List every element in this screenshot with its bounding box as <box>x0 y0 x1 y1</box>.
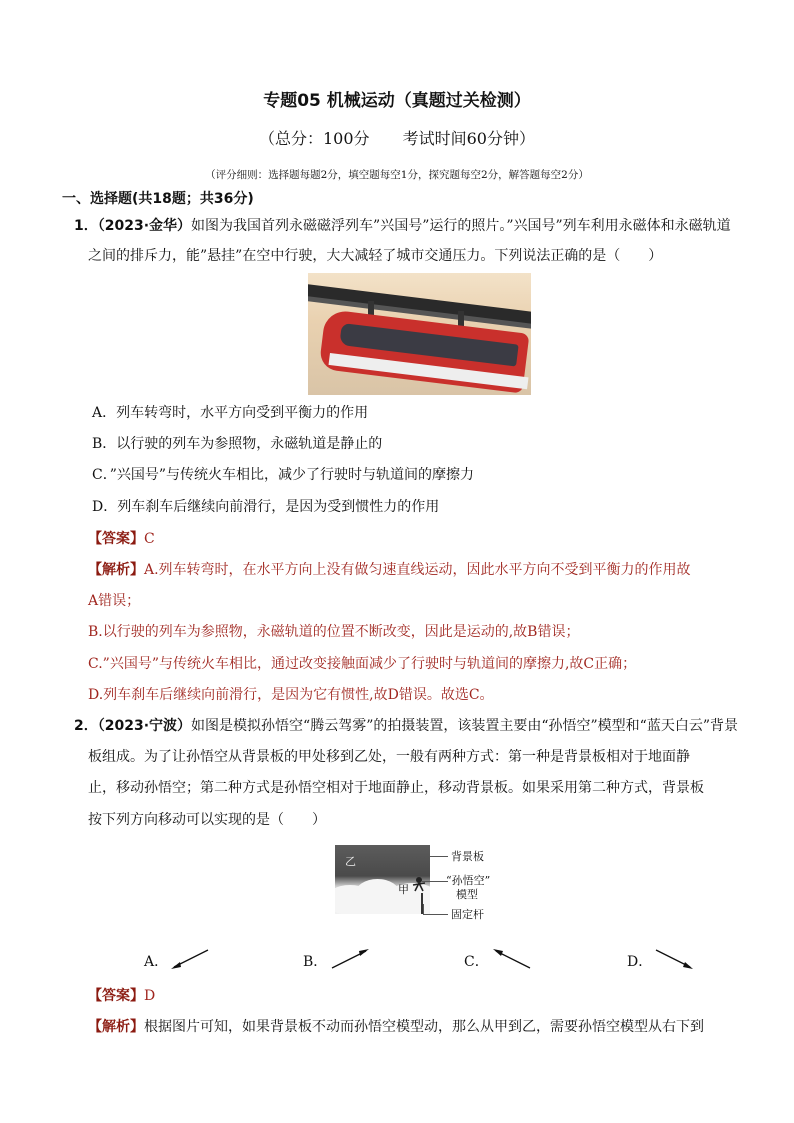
analysis-line-1: 【解析】A.列车转弯时，在水平方向上没有做匀速直线运动，因此水平方向不受到平衡力的作用故 <box>88 562 691 578</box>
question-2-line-3: 止，移动孙悟空；第二种方式是孙悟空相对于地面静止，移动背景板。如果采用第二种方式，背景板 <box>88 780 704 796</box>
question-source: （2023·金华） <box>97 218 192 234</box>
cloud-device-figure <box>335 845 430 914</box>
question-1-line-1 <box>74 216 731 236</box>
option-a: A．列车转弯时，水平方向受到平衡力的作用 <box>92 405 369 421</box>
analysis-line-1: 【解析】根据图片可知，如果背景板不动而孙悟空模型动，那么从甲到乙，需要孙悟空模型从右下到 <box>88 1019 704 1035</box>
analysis-line-5: D.列车刹车后继续向前滑行，是因为它有惯性,故D错误。故选C。 <box>88 687 494 703</box>
scoring-criteria: （评分细则：选择题每题2分，填空题每空1分，探究题每空2分，解答题每空2分） <box>205 169 589 181</box>
exam-info <box>0 126 794 149</box>
option-b: B．以行驶的列车为参照物，永磁轨道是静止的 <box>92 436 383 452</box>
label-board: 背景板 <box>451 850 484 863</box>
question-2-line-1 <box>74 716 738 736</box>
question-2-line-2: 板组成。为了让孙悟空从背景板的甲处移到乙处，一般有两种方式：第一种是背景板相对于地面静 <box>88 749 690 765</box>
section-title: 一、选择题(共18题；共36分) <box>62 191 254 207</box>
label-yi: 乙 <box>345 855 356 868</box>
answer-line <box>88 986 155 1006</box>
question-number: 2． <box>74 718 98 734</box>
arrow-down-right-icon <box>652 946 696 972</box>
analysis-line-4: C.”兴国号”与传统火车相比，通过改变接触面减少了行驶时与轨道间的摩擦力,故C正确； <box>88 656 637 672</box>
answer-value: D <box>144 988 156 1004</box>
question-text: 如图为我国首列永磁磁浮列车”兴国号”运行的照片。”兴国号”列车利用永磁体和永磁轨道 <box>191 218 731 234</box>
arrow-up-left-icon <box>490 946 534 972</box>
question-source: （2023·宁波） <box>97 718 192 734</box>
label-model-1: “孙悟空” <box>446 874 491 887</box>
option-a: A． <box>144 954 169 970</box>
total-score: （总分：100分 <box>258 129 370 148</box>
label-jia: 甲 <box>398 883 409 896</box>
question-number: 1． <box>74 218 98 234</box>
monkey-king-icon <box>411 875 427 895</box>
analysis-tag: 【解析】 <box>88 562 144 578</box>
option-c: C． <box>464 954 489 970</box>
analysis-line-2: A错误； <box>88 593 141 609</box>
option-c: C．”兴国号”与传统火车相比，减少了行驶时与轨道间的摩擦力 <box>92 467 475 483</box>
option-d: D．列车刹车后继续向前滑行，是因为受到惯性力的作用 <box>92 499 440 515</box>
answer-tag: 【答案】 <box>88 988 144 1004</box>
answer-value: C <box>144 531 155 547</box>
analysis-line-3: B.以行驶的列车为参照物，永磁轨道的位置不断改变，因此是运动的,故B错误； <box>88 624 580 640</box>
arrow-up-right-icon <box>328 946 372 972</box>
question-text: 如图是模拟孙悟空“腾云驾雾”的拍摄装置，该装置主要由“孙悟空”模型和“蓝天白云”背景 <box>191 718 738 734</box>
label-model-2: 模型 <box>456 888 478 901</box>
page-title: 专题05 机械运动（真题过关检测） <box>263 91 531 111</box>
exam-time: 考试时间60分钟） <box>402 129 535 148</box>
answer-line <box>88 529 155 549</box>
question-1-line-2: 之间的排斥力，能”悬挂”在空中行驶，大大减轻了城市交通压力。下列说法正确的是（ ） <box>88 248 663 264</box>
label-rod: 固定杆 <box>451 908 484 921</box>
analysis-tag: 【解析】 <box>88 1019 144 1035</box>
option-d: D． <box>627 954 653 970</box>
arrow-down-left-icon <box>168 946 212 972</box>
question-2-line-4: 按下列方向移动可以实现的是（ ） <box>88 812 326 828</box>
option-b: B． <box>303 954 328 970</box>
answer-tag: 【答案】 <box>88 531 144 547</box>
maglev-train-photo <box>308 273 531 395</box>
